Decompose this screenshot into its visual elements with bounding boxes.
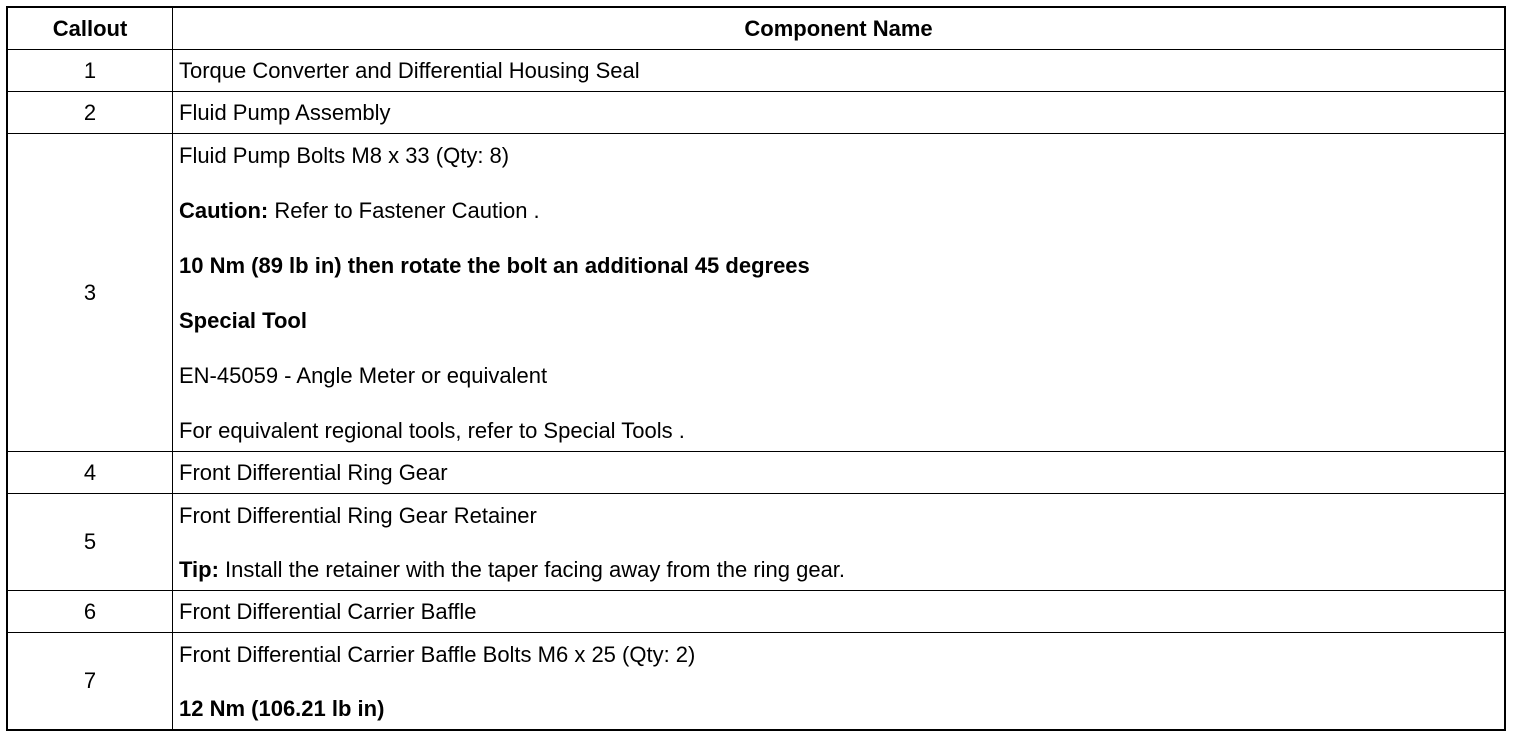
component-text: Front Differential Carrier Baffle	[179, 598, 477, 624]
tip-text: Install the retainer with the taper facing away from the ring gear.	[218, 557, 846, 582]
table-row	[8, 134, 1504, 452]
component-name-cell	[173, 494, 1504, 590]
table-row	[8, 494, 1504, 591]
component-name-cell	[173, 134, 1504, 451]
component-text: Front Differential Carrier Baffle Bolts M6 x 25 (Qty: 2)	[179, 642, 696, 667]
special-tool-heading: Special Tool	[179, 308, 307, 333]
component-table	[6, 6, 1506, 731]
component-name-cell	[173, 591, 1504, 632]
table-header-row	[8, 8, 1504, 50]
callout-cell: 7	[8, 633, 173, 729]
tip-label: Tip:	[179, 557, 219, 582]
component-name-cell	[173, 452, 1504, 493]
caution-label: Caution:	[179, 198, 269, 223]
callout-cell: 5	[8, 494, 173, 590]
component-text: Torque Converter and Differential Housing Seal	[179, 57, 640, 83]
component-text: Front Differential Ring Gear Retainer	[179, 503, 537, 528]
torque-spec: 12 Nm (106.21 lb in)	[179, 696, 385, 721]
component-text: Front Differential Ring Gear	[179, 459, 448, 485]
callout-cell: 1	[8, 50, 173, 91]
callout-cell: 2	[8, 92, 173, 133]
caution-note	[179, 198, 1504, 224]
table-row	[8, 452, 1504, 494]
callout-cell: 4	[8, 452, 173, 493]
component-name-cell	[173, 92, 1504, 133]
callout-cell: 6	[8, 591, 173, 632]
regional-tools-note: For equivalent regional tools, refer to Special Tools .	[179, 418, 685, 443]
component-name-cell	[173, 633, 1504, 729]
special-tool-name: EN-45059 - Angle Meter or equivalent	[179, 363, 548, 388]
table-row	[8, 50, 1504, 92]
header-callout: Callout	[8, 8, 173, 49]
table-row	[8, 633, 1504, 729]
header-component-name: Component Name	[744, 15, 933, 41]
table-row	[8, 92, 1504, 134]
component-text: Fluid Pump Assembly	[179, 99, 391, 125]
caution-text: Refer to Fastener Caution .	[268, 198, 540, 223]
component-text: Fluid Pump Bolts M8 x 33 (Qty: 8)	[179, 143, 510, 168]
table-row	[8, 591, 1504, 633]
component-name-cell	[173, 50, 1504, 91]
callout-cell: 3	[8, 134, 173, 451]
torque-spec: 10 Nm (89 lb in) then rotate the bolt an additional 45 degrees	[179, 253, 810, 278]
tip-note	[179, 557, 1504, 583]
